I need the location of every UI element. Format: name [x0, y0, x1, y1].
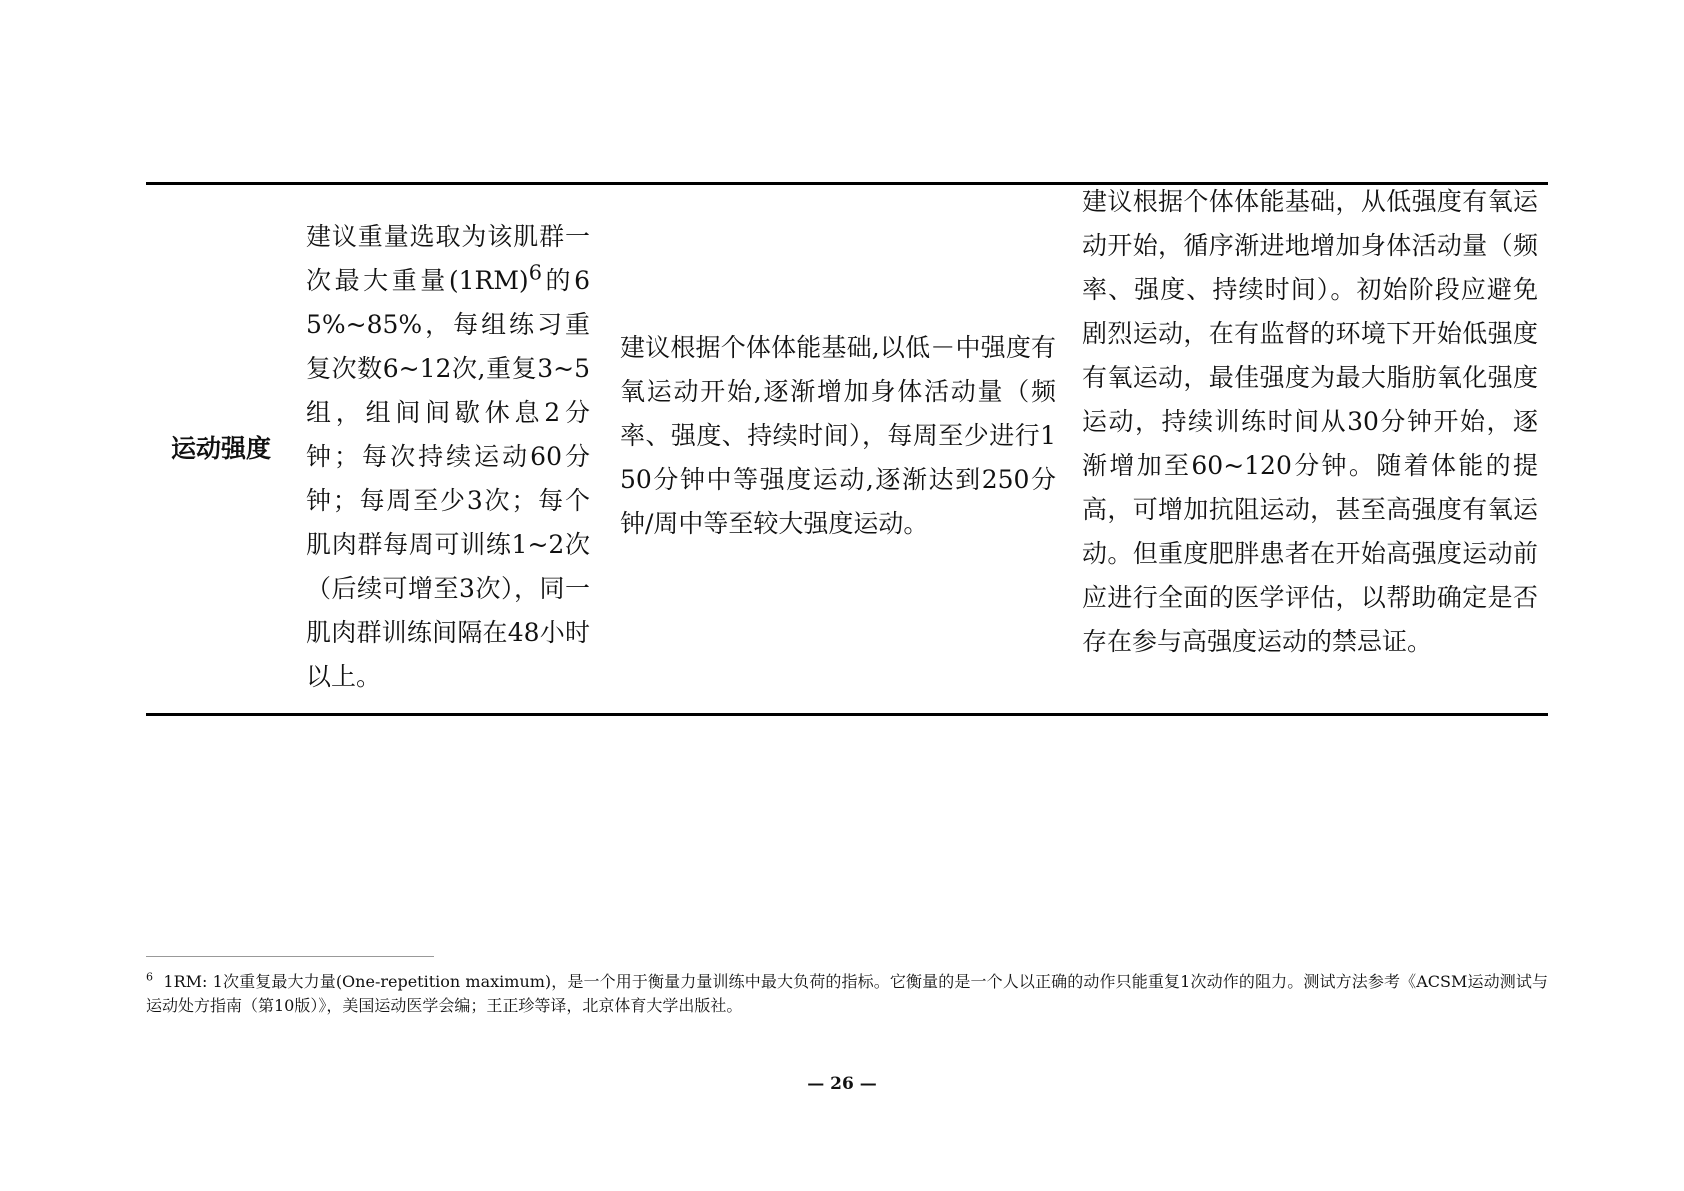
- row-label-exercise-intensity: 运动强度: [170, 434, 271, 463]
- footnote-text: 1RM: 1次重复最大力量(One-repetition maximum)，是一个用于衡量力量训练中最大负荷的指标。它衡量的是一个人以正确的动作只能重复1次动作的阻力。测试方法参考《ACSM运动测试与运动处方指南（第10版）》，美国运动医学会编；王正珍等译，北京体育大学出版社。: [146, 972, 1548, 1015]
- exercise-table: [146, 182, 1548, 716]
- cell-resistance-text-b: 的65%~85%，每组练习重复次数6~12次,重复3~5组，组间间歇休息2分钟；每次持续运动60分钟；每周至少3次；每个肌肉群每周可训练1~2次（后续可增至3次），同一肌肉群训练间隔在48小时以上。: [306, 266, 590, 691]
- cell-resistance-text-a: 建议重量选取为该肌群一次最大重量(1RM): [306, 222, 590, 295]
- page-number: — 26 —: [807, 1074, 877, 1094]
- cell-aerobic-training: 建议根据个体体能基础,以低－中强度有氧运动开始,逐渐增加身体活动量（频率、强度、持续时间），每周至少进行150分钟中等强度运动,逐渐达到250分钟/周中等至较大强度运动。: [620, 333, 1056, 538]
- footnote-divider: [146, 956, 434, 957]
- cell-resistance-training: [306, 215, 590, 699]
- footnote: [146, 970, 1548, 1018]
- footnote-marker: 6: [146, 970, 153, 984]
- footnote-ref-6[interactable]: 6: [528, 260, 542, 285]
- cell-severe-obesity-training: 建议根据个体体能基础，从低强度有氧运动开始，循序渐进地增加身体活动量（频率、强度、持续时间）。初始阶段应避免剧烈运动，在有监督的环境下开始低强度有氧运动，最佳强度为最大脂肪氧化强度运动，持续训练时间从30分钟开始，逐渐增加至60~120分钟。随着体能的提高，可增加抗阻运动，甚至高强度有氧运动。但重度肥胖患者在开始高强度运动前应进行全面的医学评估，以帮助确定是否存在参与高强度运动的禁忌证。: [1082, 187, 1538, 656]
